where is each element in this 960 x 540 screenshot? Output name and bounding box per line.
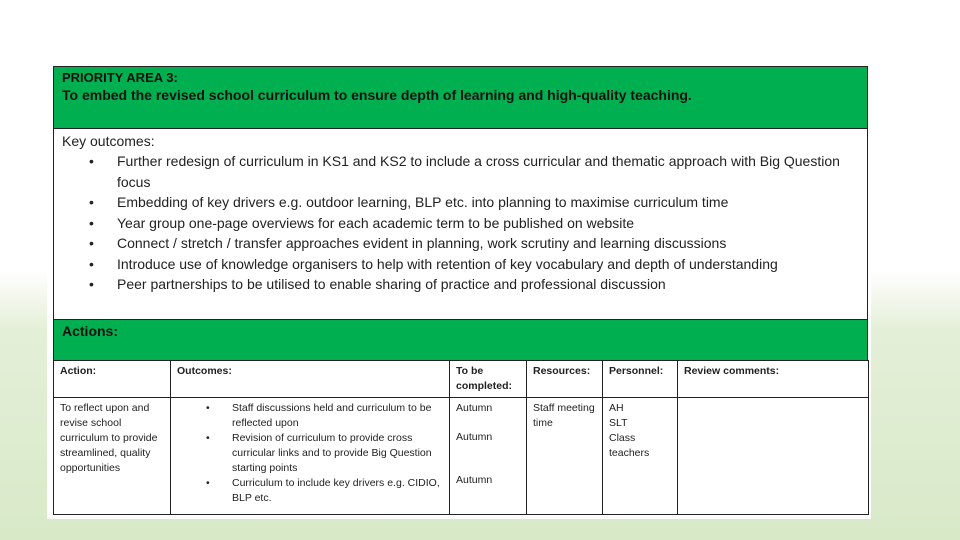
list-item: • Connect / stretch / transfer approaches evident in planning, work scrutiny and learning discussions bbox=[117, 233, 859, 254]
list-item: • Peer partnerships to be utilised to enable sharing of practice and professional discussion bbox=[117, 274, 859, 295]
priority-header bbox=[53, 66, 868, 129]
completed-value: Autumn bbox=[456, 402, 493, 414]
completed-cell bbox=[450, 398, 527, 515]
list-item: • Introduce use of knowledge organisers to help with retention of key vocabulary and depth of understanding bbox=[117, 254, 859, 275]
column-header: Personnel: bbox=[603, 361, 678, 398]
column-header: To be completed: bbox=[450, 361, 527, 398]
list-item: • Embedding of key drivers e.g. outdoor learning, BLP etc. into planning to maximise curriculum time bbox=[117, 192, 859, 213]
key-outcomes-heading: Key outcomes: bbox=[62, 133, 155, 149]
table-header-row bbox=[54, 361, 869, 398]
list-item: • Curriculum to include key drivers e.g. CIDIO, BLP etc. bbox=[232, 476, 443, 506]
list-item: • Staff discussions held and curriculum to be reflected upon bbox=[232, 401, 443, 431]
review-cell bbox=[678, 398, 869, 515]
completed-value: Autumn bbox=[456, 431, 493, 443]
table-row bbox=[54, 398, 869, 515]
column-header: Review comments: bbox=[678, 361, 869, 398]
resources-cell: Staff meeting time bbox=[527, 398, 603, 515]
list-item: • Year group one-page overviews for each academic term to be published on website bbox=[117, 213, 859, 234]
column-header: Outcomes: bbox=[171, 361, 450, 398]
personnel-value: SLT bbox=[609, 417, 628, 429]
key-outcomes-section bbox=[53, 128, 868, 320]
personnel-value: Class teachers bbox=[609, 432, 650, 459]
column-header: Action: bbox=[54, 361, 171, 398]
priority-label: PRIORITY AREA 3: bbox=[62, 70, 178, 85]
outcomes-cell bbox=[171, 398, 450, 515]
column-header: Resources: bbox=[527, 361, 603, 398]
personnel-cell bbox=[603, 398, 678, 515]
list-item: • Further redesign of curriculum in KS1 and KS2 to include a cross curricular and thematic approach with Big Question focus bbox=[117, 151, 859, 192]
actions-heading: Actions: bbox=[53, 319, 868, 361]
actions-table bbox=[53, 360, 869, 515]
personnel-value: AH bbox=[609, 402, 624, 414]
priority-title: To embed the revised school curriculum to ensure depth of learning and high-quality teaching. bbox=[62, 87, 692, 103]
action-cell: To reflect upon and revise school curriculum to provide streamlined, quality opportunities bbox=[54, 398, 171, 515]
completed-value: Autumn bbox=[456, 474, 493, 486]
list-item: • Revision of curriculum to provide cross curricular links and to provide Big Question starting points bbox=[232, 431, 443, 476]
